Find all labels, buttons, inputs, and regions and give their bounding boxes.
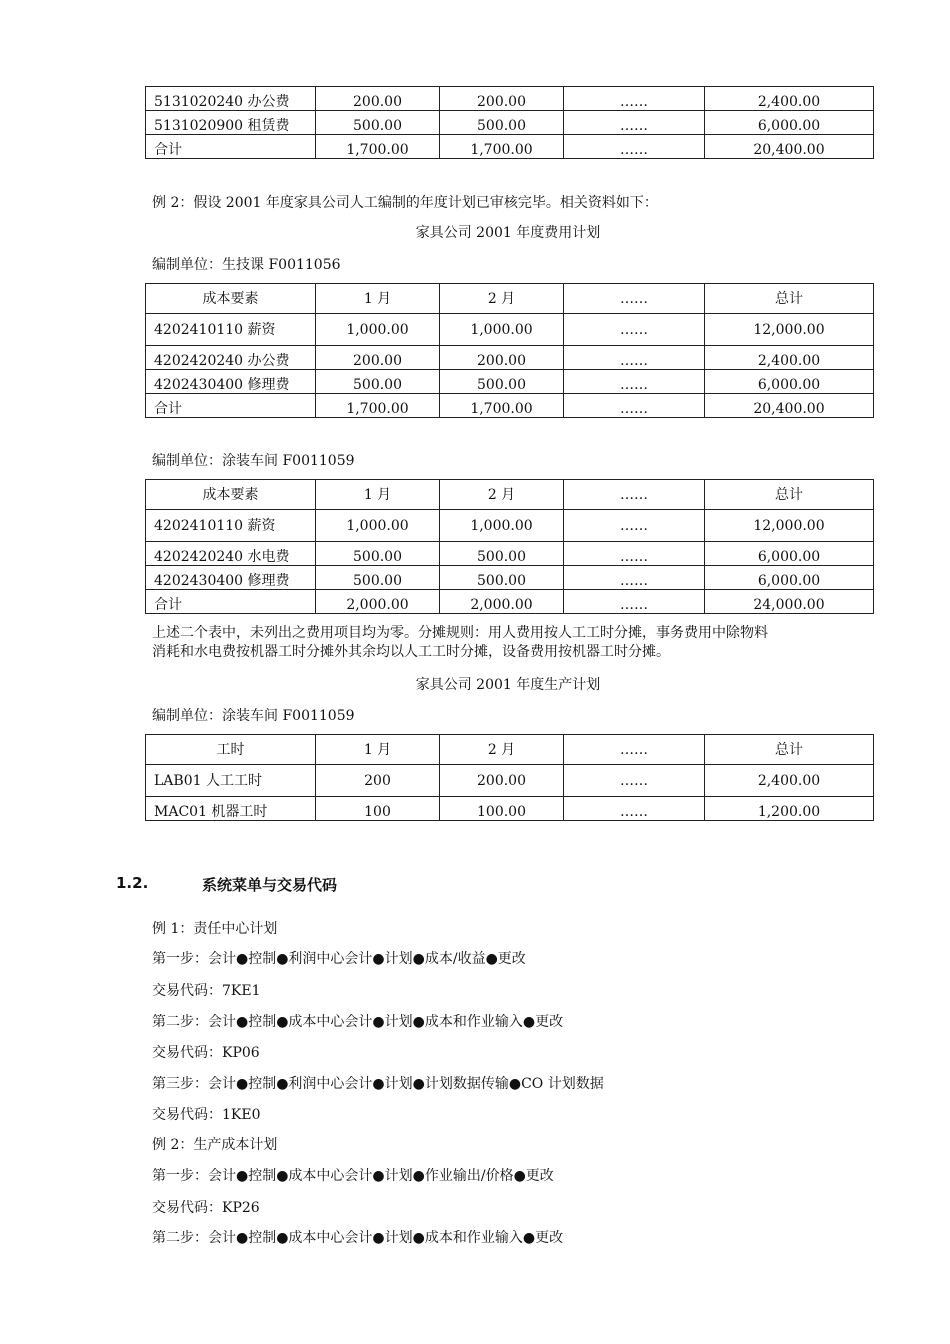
table-cell: 1,000.00 <box>440 510 564 542</box>
table-header-row <box>146 284 874 314</box>
column-header: 1 月 <box>316 284 440 314</box>
table-row <box>146 797 874 821</box>
table-cell: 500.00 <box>316 111 440 135</box>
table-cell: 6,000.00 <box>705 542 874 566</box>
column-header: 1 月 <box>316 480 440 510</box>
step-line: 例 2：生产成本计划 <box>152 1137 278 1153</box>
production-plan-title: 家具公司 2001 年度生产计划 <box>415 677 601 693</box>
cost-plan-title: 家具公司 2001 年度费用计划 <box>415 225 601 241</box>
table-cell: 4202420240 水电费 <box>146 542 316 566</box>
table-cell: 200.00 <box>440 346 564 370</box>
table-cell: 1,000.00 <box>316 510 440 542</box>
production-plan-table <box>145 734 874 821</box>
table-cell: 500.00 <box>440 542 564 566</box>
column-header: 总计 <box>705 735 874 765</box>
allocation-note-line: 消耗和水电费按机器工时分摊外其余均以人工工时分摊，设备费用按机器工时分摊。 <box>152 644 670 660</box>
table-row-total <box>146 394 874 418</box>
table-cell: 1,700.00 <box>440 135 564 159</box>
column-header: 2 月 <box>440 735 564 765</box>
table-cell: MAC01 机器工时 <box>146 797 316 821</box>
cost-plan-table-unit2 <box>145 479 874 614</box>
unit-label: 编制单位：涂装车间 F0011059 <box>152 453 355 469</box>
table-cell: 6,000.00 <box>705 370 874 394</box>
table-cell: 200 <box>316 765 440 797</box>
table-cell: 4202410110 薪资 <box>146 510 316 542</box>
transaction-code: 交易代码：7KE1 <box>152 983 261 999</box>
table-cell: 合计 <box>146 394 316 418</box>
column-header: 总计 <box>705 284 874 314</box>
table-cell: 12,000.00 <box>705 510 874 542</box>
table-cell: 100 <box>316 797 440 821</box>
table-cell: 5131020240 办公费 <box>146 87 316 111</box>
table-cell: 20,400.00 <box>705 135 874 159</box>
table-cell: 20,400.00 <box>705 394 874 418</box>
table-cell: …… <box>564 314 705 346</box>
table-cell: …… <box>564 510 705 542</box>
table-cell: …… <box>564 111 705 135</box>
unit-label: 编制单位：涂装车间 F0011059 <box>152 708 355 724</box>
table-cell: 500.00 <box>316 566 440 590</box>
column-header: …… <box>564 284 705 314</box>
table-row <box>146 542 874 566</box>
table-cell: 2,000.00 <box>440 590 564 614</box>
table-header-row <box>146 735 874 765</box>
table-cell: …… <box>564 394 705 418</box>
table-cell: 100.00 <box>440 797 564 821</box>
cost-plan-table-unit1 <box>145 283 874 418</box>
table-cell: 1,000.00 <box>440 314 564 346</box>
column-header: 成本要素 <box>146 480 316 510</box>
table-row <box>146 370 874 394</box>
table-cell: …… <box>564 590 705 614</box>
table-cell: 4202420240 办公费 <box>146 346 316 370</box>
step-line: 第二步：会计●控制●成本中心会计●计划●成本和作业输入●更改 <box>152 1230 564 1246</box>
table-row <box>146 314 874 346</box>
table-header-row <box>146 480 874 510</box>
table-cell: 1,700.00 <box>440 394 564 418</box>
table-cell: 200.00 <box>316 346 440 370</box>
table-cell: 合计 <box>146 590 316 614</box>
table-cell: 12,000.00 <box>705 314 874 346</box>
section-title: 系统菜单与交易代码 <box>202 876 338 894</box>
step-line: 第一步：会计●控制●成本中心会计●计划●作业输出/价格●更改 <box>152 1168 554 1184</box>
column-header: …… <box>564 735 705 765</box>
table-row-total <box>146 590 874 614</box>
column-header: …… <box>564 480 705 510</box>
allocation-note <box>152 624 768 662</box>
unit-label: 编制单位：生技课 F0011056 <box>152 257 341 273</box>
table-cell: 1,000.00 <box>316 314 440 346</box>
step-line: 例 1：责任中心计划 <box>152 921 278 937</box>
table-cell: 1,700.00 <box>316 135 440 159</box>
step-line: 第三步：会计●控制●利润中心会计●计划●计划数据传输●CO 计划数据 <box>152 1076 604 1092</box>
table-row <box>146 87 874 111</box>
table-cell: 6,000.00 <box>705 566 874 590</box>
table-cell: …… <box>564 765 705 797</box>
table-cell: …… <box>564 370 705 394</box>
table-row <box>146 346 874 370</box>
table-cell: 500.00 <box>440 370 564 394</box>
table-cell: 6,000.00 <box>705 111 874 135</box>
table-cell: 500.00 <box>316 542 440 566</box>
table-row-total <box>146 135 874 159</box>
column-header: 2 月 <box>440 284 564 314</box>
table-cell: …… <box>564 542 705 566</box>
table-cell: 200.00 <box>440 765 564 797</box>
table-cell: …… <box>564 346 705 370</box>
table-cell: …… <box>564 797 705 821</box>
table-cell: LAB01 人工工时 <box>146 765 316 797</box>
expense-table-continued <box>145 86 874 159</box>
table-cell: 200.00 <box>316 87 440 111</box>
transaction-code: 交易代码：KP26 <box>152 1200 260 1216</box>
table-cell: 2,000.00 <box>316 590 440 614</box>
table-cell: 200.00 <box>440 87 564 111</box>
table-cell: 500.00 <box>440 111 564 135</box>
table-cell: 500.00 <box>316 370 440 394</box>
table-cell: 2,400.00 <box>705 765 874 797</box>
table-cell: 4202430400 修理费 <box>146 566 316 590</box>
example-2-intro: 例 2：假设 2001 年度家具公司人工编制的年度计划已审核完毕。相关资料如下： <box>152 195 658 211</box>
table-cell: 4202430400 修理费 <box>146 370 316 394</box>
table-cell: 500.00 <box>440 566 564 590</box>
table-row <box>146 765 874 797</box>
table-cell: 2,400.00 <box>705 87 874 111</box>
section-number: 1.2. <box>116 874 149 892</box>
table-row <box>146 566 874 590</box>
column-header: 工时 <box>146 735 316 765</box>
transaction-code: 交易代码：1KE0 <box>152 1107 261 1123</box>
table-cell: 4202410110 薪资 <box>146 314 316 346</box>
allocation-note-line: 上述二个表中，未列出之费用项目均为零。分摊规则：用人费用按人工工时分摊，事务费用中除物料 <box>152 625 768 641</box>
table-cell: 2,400.00 <box>705 346 874 370</box>
table-row <box>146 510 874 542</box>
table-cell: 1,700.00 <box>316 394 440 418</box>
column-header: 1 月 <box>316 735 440 765</box>
table-cell: 1,200.00 <box>705 797 874 821</box>
column-header: 成本要素 <box>146 284 316 314</box>
table-cell: 合计 <box>146 135 316 159</box>
table-cell: …… <box>564 135 705 159</box>
table-cell: …… <box>564 87 705 111</box>
column-header: 2 月 <box>440 480 564 510</box>
transaction-code: 交易代码：KP06 <box>152 1045 260 1061</box>
table-row <box>146 111 874 135</box>
table-cell: 24,000.00 <box>705 590 874 614</box>
step-line: 第一步：会计●控制●利润中心会计●计划●成本/收益●更改 <box>152 951 526 967</box>
table-cell: 5131020900 租赁费 <box>146 111 316 135</box>
column-header: 总计 <box>705 480 874 510</box>
table-cell: …… <box>564 566 705 590</box>
step-line: 第二步：会计●控制●成本中心会计●计划●成本和作业输入●更改 <box>152 1014 564 1030</box>
